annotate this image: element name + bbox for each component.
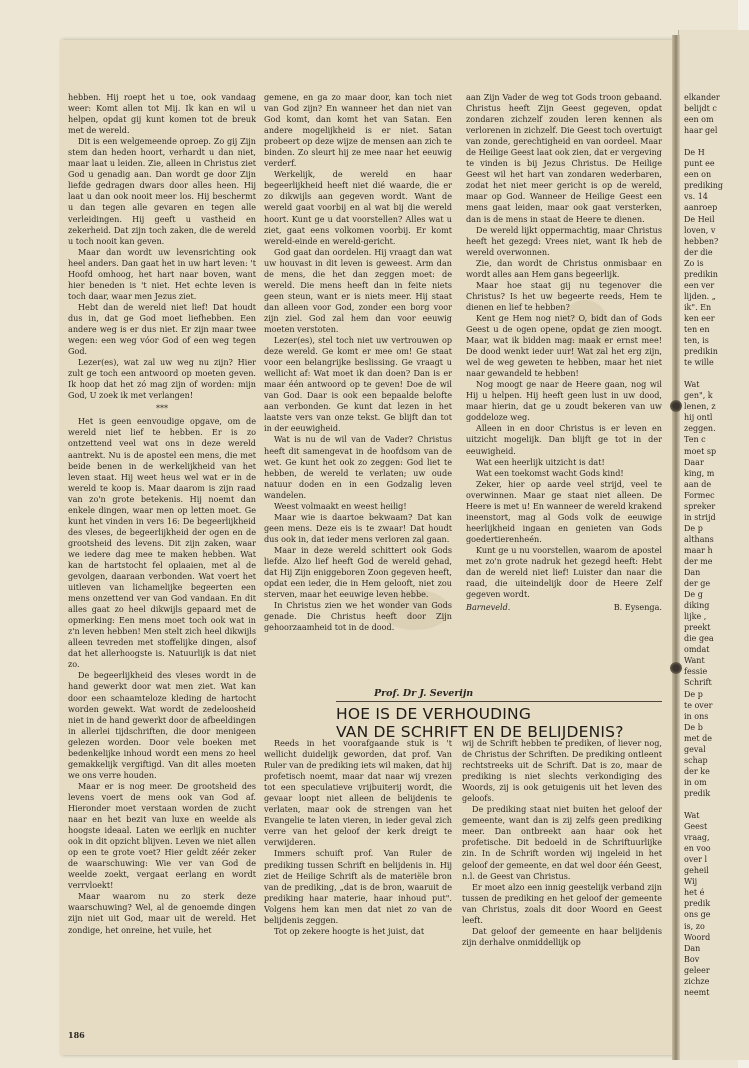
paragraph: Het is geen eenvoudige opgave, om de wereld niet lief te hebben. Er is zo ontzettend veel wat ons in deze wereld aantrekt. Nu is de apostel een mens, die met beide benen in de werkelijkheid van het leven staat. Hij weet heus wel wat er in de wereld te koop is. Maar daarom is zijn raad van zo'n grote betekenis. Hij noemt dan enkele dingen, waar men op letten moet. Ge kunt het vinden in vers 16: De begeerlijkheid des vleses, de begeerlijkheid der ogen en de grootsheid des levens. Dit zijn zaken, waar we iedere dag mee te maken hebben. Wat kan de hartstocht fel oplaaien, met al de gevolgen, daaraan verbonden. Wat voert het uitleven van lichamelijke begeerten een mens onzettend ver van God vandaan. En dit alles gaat zo heel dikwijls gepaard met de opmerking: Een mens moet toch ook wat in z'n leven hebben! Men stelt zich heel dikwijls alleen tevreden met stoffelijke dingen, alsof dat het allerhoogste is. Natuurlijk is dat niet zo.	[68, 416, 256, 670]
next-page-line: De Heil	[684, 214, 715, 224]
next-page-line: aanroep	[684, 203, 718, 213]
next-page-line: ik". En	[684, 302, 712, 312]
next-page-line: punt ee	[684, 159, 715, 169]
paragraph: Lezer(es), stel toch niet uw vertrouwen op deze wereld. Ge komt er mee om! Ge staat voor een belangrijke beslissing. Ge vraagt u wellicht af: Wat moet ik dan doen? Dan is er maar één antwoord op te geven! Doe de wil van God. Daar is ook een bepaalde belofte aan verbonden. Ge kunt dat lezen in het laatste vers van onze tekst. Ge blijft dan tot in der eeuwigheid.	[264, 335, 452, 434]
signature-place: Barneveld.	[466, 602, 511, 613]
paragraph: De begeerlijkheid des vleses wordt in de hand gewerkt door wat men ziet. Wat kan door een schaamteloze kleding de hartocht worden gewekt. Wat wordt de zedeloosheid niet in de hand gewerkt door de afbeeldingen in allerlei tijdschriften, die door menigeen gelezen worden. Door vele boeken met bedenkelijke inhoud wordt een mens zo heel gemakkelijk vergiftigd. Van dit alles moeten we ons verre houden.	[68, 670, 256, 780]
next-page-line: aan de	[684, 479, 712, 489]
paragraph: wij de Schrift hebben te prediken, of liever nog, de Christus der Schriften. De prediking ontleent rechtstreeks uit de Schrift. Dat is zo, maar de prediking is niet slechts verkondiging des Woords, zij is ook getuigenis uit het leven des geloofs.	[462, 738, 662, 804]
next-page-line: fessie	[684, 667, 708, 677]
paragraph: Reeds in het voorafgaande stuk is 't wellicht duidelijk geworden, dat prof. Van Ruler van de prediking iets wil maken, dat hij profetisch noemt, maar dat naar wij vrezen tot een speculatieve vrijbuiterij wordt, die gevaar loopt niet alleen de belijdenis te verlaten, maar ook de strengen van het Evangelie te laten vieren, in ieder geval zich verre van het geloof der kerk dreigt te verwijderen.	[264, 738, 452, 848]
article-title-line-2: VAN DE SCHRIFT EN DE BELIJDENIS?	[336, 723, 624, 741]
next-page-line: prediking	[684, 181, 724, 191]
next-page-line: lijden. „	[684, 291, 716, 301]
next-page-line: een ver	[684, 280, 715, 290]
next-page-line: predik	[684, 788, 711, 798]
paragraph: Maar in deze wereld schittert ook Gods liefde. Alzo lief heeft God de wereld gehad, dat Hij Zijn eniggeboren Zoon gegeven heeft, opdat een ieder, die in Hem gelooft, niet zou sterven, maar het eeuwige leven hebbe.	[264, 544, 452, 600]
next-page-line: in strijd	[684, 512, 716, 522]
next-page-line: Wat	[684, 380, 700, 390]
next-page-line: schap	[684, 755, 708, 765]
next-page-line: in ons	[684, 711, 709, 721]
paragraph: God gaat dan oordelen. Hij vraagt dan wat uw houvast in dit leven is geweest. Arm dan de mens, die het dan zeggen moet: de wereld. Die mens heeft dan in feite niets geen steun, want er is niets meer. Hij staat dan alleen voor God, zonder een borg voor zijn ziel. God zal hem dan voor eeuwig moeten verstoten.	[264, 246, 452, 334]
paragraph: Maar hoe staat gij nu tegenover die Christus? Is het uw begeerte reeds, Hem te dienen en lief te hebben?	[466, 279, 662, 312]
next-page-line	[684, 136, 738, 147]
next-page-line: belijdt c	[684, 104, 717, 114]
next-page-line: en voo	[684, 844, 711, 854]
next-page-line: vs. 14	[684, 192, 708, 202]
next-page-line: der ke	[684, 766, 710, 776]
paragraph: Wat is nu de wil van de Vader? Christus heeft dit samengevat in de hoofdsom van de wet. Ge kunt het ook zo zeggen: God liet te hebben, de wereld te verlaten; uw oude natuur doden en in een Godzalig leven wandelen.	[264, 434, 452, 500]
next-page-line: ken eer	[684, 313, 715, 323]
next-page-line: ten en	[684, 324, 710, 334]
paragraph: Kent ge Hem nog niet? O, bidt dan of Gods Geest u de ogen opene, opdat ge zien moogt. Maar, wat ik bidden mag: maak er ernst mee! De dood wenkt ieder uur! Wat zal het erg zijn, wel de weg geweten te hebben, maar het niet naar gewandeld te hebben!	[466, 312, 662, 379]
next-page-line: is, zo	[684, 921, 705, 931]
next-page-line: Woord	[684, 932, 711, 942]
next-page-line: in om	[684, 777, 707, 787]
next-page-line: een on	[684, 170, 712, 180]
next-page-line: De H	[684, 148, 705, 158]
next-page-line: De p	[684, 689, 703, 699]
paragraph: Zie, dan wordt de Christus onmisbaar en wordt alles aan Hem gans begeerlijk.	[466, 257, 662, 279]
paragraph: Alleen in en door Christus is er leven en uitzicht mogelijk. Dan blijft ge tot in der eeuwigheid.	[466, 423, 662, 456]
next-page-line: Wij	[684, 877, 698, 887]
next-page-column-fragment	[684, 92, 738, 997]
next-page-line: elkander	[684, 93, 720, 102]
paragraph: Tot op zekere hoogte is het juist, dat	[274, 925, 425, 936]
paragraph: Maar waarom nu zo sterk deze waarschuwing? Wel, al de genoemde dingen zijn niet uit God, maar uit de wereld. Het zondige, het onreine, het vuile, het	[68, 891, 256, 935]
paragraph: Wat een heerlijk uitzicht is dat!	[476, 456, 605, 467]
next-page-line: die gea	[684, 634, 714, 644]
page-number: 186	[68, 1030, 85, 1040]
next-page-line: spreker	[684, 501, 716, 511]
next-page-line: predik	[684, 899, 711, 909]
text-column-3	[466, 92, 662, 720]
page-fold	[672, 35, 680, 1060]
next-page-line: Geest	[684, 822, 708, 832]
next-page-line: hij ontl	[684, 413, 713, 423]
next-page-line: geleer	[684, 965, 710, 975]
next-page-line: loven, v	[684, 225, 716, 235]
next-page-line: Schrift	[684, 678, 712, 688]
paragraph: Weest volmaakt en weest heilig!	[274, 500, 407, 511]
next-page-line: Zo is	[684, 258, 704, 268]
paragraph: De prediking staat niet buiten het geloof der gemeente, want dan is zij zelfs geen prediking meer. Dan ontbreekt aan haar ook het profetische. Dit bedoeld in de Schriftuurlijke zin. In de Schrift worden wij ingeleid in het geloof der gemeente, en dat wel door één Geest, n.l. de Geest van Christus.	[462, 804, 662, 881]
next-page-line: te wille	[684, 358, 714, 368]
text-column-2	[264, 92, 452, 658]
next-page-line: een om	[684, 115, 714, 125]
next-page-line: omdat	[684, 645, 710, 655]
next-page-line: der die	[684, 247, 713, 257]
article-title	[336, 705, 666, 741]
next-page-line: te over	[684, 700, 713, 710]
paragraph: Werkelijk, de wereld en haar begeerlijkheid heeft niet dié waarde, die er zo dikwijls aan gegeven wordt. Want de wereld gaat voorbij en al wat bij die wereld hoort. Kunt ge u dat voorstellen? Alles wat u ziet, gaat eens volkomen voorbij. Er komt wereld-einde en wereld-gericht.	[264, 169, 452, 246]
next-page-line: De p	[684, 523, 703, 533]
next-page-line: lijke ,	[684, 612, 707, 622]
text-column-4	[264, 738, 452, 988]
next-page-line: preekt	[684, 623, 711, 633]
next-page-line: Dan	[684, 943, 701, 953]
next-page-line: met de	[684, 733, 712, 743]
paragraph: Maar er is nog meer. De grootsheid des levens voert de mens ook van God af. Hieronder moet verstaan worden de zucht naar en het bezit van luxe en weelde als hoogste ideaal. Laten we eerlijk en nuchter ook in dit opzicht blijven. Leven we niet allen op een te grote voet? Hier geldt zéér zeker de waarschuwing: Wie ver van God de weelde zoekt, vergaat eerlang en wordt verrvloekt!	[68, 780, 256, 891]
next-page-line: Want	[684, 656, 705, 666]
paragraph: Er moet alzo een innig geestelijk verband zijn tussen de prediking en het geloof der gemeente van Christus, zoals dit door Woord en Geest leeft.	[462, 881, 662, 925]
next-page-line: De b	[684, 722, 703, 732]
text-column-5	[462, 738, 662, 988]
next-page-line: geheil	[684, 866, 709, 876]
next-page-line: Dan	[684, 568, 701, 578]
next-page-line	[684, 368, 738, 379]
next-page-line: over l	[684, 855, 707, 865]
paragraph: Kunt ge u nu voorstellen, waarom de apostel met zo'n grote nadruk het gezegd heeft: Hebt dan de wereld niet lief! Luister dan naar die raad, die uiteindelijk door de Heere Zelf gegeven wordt.	[466, 544, 662, 600]
paragraph: Maar wie is daartoe bekwaam? Dat kan geen mens. Deze eis is te zwaar! Dat houdt dus ook in, dat ieder mens verloren zal gaan.	[264, 511, 452, 544]
next-page-line: neemt	[684, 987, 710, 997]
next-page-line: zeggen.	[684, 424, 716, 434]
paragraph: hebben. Hij roept het u toe, ook vandaag weer: Komt allen tot Mij. Ik kan en wil u helpen, opdat gij kunt komen tot de breuk met de wereld.	[68, 92, 256, 136]
title-rule	[336, 701, 662, 702]
paragraph: Nog moogt ge naar de Heere gaan, nog wil Hij u helpen. Hij heeft geen lust in uw dood, maar hierin, dat ge u zoudt bekeren van uw goddeloze weg.	[466, 379, 662, 423]
paragraph: De wereld lijkt oppermachtig, maar Christus heeft het gezegd: Vrees niet, want Ik heb de wereld overwonnen.	[466, 224, 662, 257]
paragraph: Hebt dan de wereld niet lief! Dat houdt dus in, dat ge God moet liefhebben. Een andere weg is er dus niet. Er zijn maar twee wegen: een weg vóor God of een weg tegen God.	[68, 301, 256, 357]
next-page-line: moet sp	[684, 446, 717, 456]
next-page-line: het é	[684, 888, 705, 898]
signature-line	[466, 602, 662, 613]
paragraph: Wat een toekomst wacht Gods kind!	[476, 467, 624, 478]
next-page-line: zichze	[684, 976, 710, 986]
next-page-line: althans	[684, 534, 714, 544]
article-title-line-1: HOE IS DE VERHOUDING	[336, 705, 532, 723]
next-page-line: geval	[684, 744, 706, 754]
paragraph: Maar dan wordt uw levensrichting ook heel anders. Dan gaat het in uw hart leven: 't Hoofd omhoog, het hart naar boven, want hier beneden is 't niet. Het echte leven is toch daar, waar men Jezus ziet.	[68, 246, 256, 301]
paragraph: Lezer(es), wat zal uw weg nu zijn? Hier zult ge toch een antwoord op moeten geven. Ik hoop dat het zó mag zijn of worden: mijn God, U zoek ik met verlangen!	[68, 357, 256, 401]
next-page-line: gen", k	[684, 391, 713, 401]
text-column-1	[68, 92, 256, 974]
next-page-line: der ge	[684, 579, 711, 589]
next-page-line: ons ge	[684, 910, 711, 920]
binding-hole	[670, 662, 682, 674]
next-page-line: De g	[684, 590, 703, 600]
next-page-line: king, m	[684, 468, 715, 478]
next-page-line: lenen, z	[684, 402, 716, 412]
section-separator: ***	[156, 404, 168, 414]
next-page-line: Bov	[684, 954, 700, 964]
article-author: Prof. Dr J. Severijn	[374, 688, 474, 699]
next-page-line: ten, is	[684, 336, 709, 346]
next-page-line: diking	[684, 601, 710, 611]
next-page-line: Wat	[684, 811, 700, 821]
next-page-line	[684, 799, 738, 810]
next-page-line: maar h	[684, 545, 713, 555]
paragraph: Dat geloof der gemeente en haar belijdenis zijn derhalve onmiddellijk op	[462, 925, 662, 947]
binding-hole	[670, 400, 682, 412]
next-page-line: der me	[684, 556, 713, 566]
next-page-line: predikin	[684, 269, 718, 279]
next-page-line: Formec	[684, 490, 715, 500]
paragraph: Zeker, hier op aarde veel strijd, veel te overwinnen. Maar ge staat niet alleen. De Heere is met u! En wanneer de wereld krakend ineenstort, mag al Gods volk de eeuwige heerlijkheid ingaan en genieten van Gods goedertierenheén.	[466, 478, 662, 544]
next-page-line: haar gel	[684, 126, 718, 136]
next-page-line: hebben?	[684, 236, 719, 246]
paragraph: Immers schuift prof. Van Ruler de prediking tussen Schrift en belijdenis in. Hij ziet de Heilige Schrift als de materiële bron van de prediking, „dat is de bron, waaruit de prediking haar materie, haar inhoud put". Volgens hem kan men dat niet zo van de belijdenis zeggen.	[264, 848, 452, 925]
signature-name: B. Eysenga.	[613, 602, 662, 613]
paragraph: In Christus zien we het wonder van Gods genade. Die Christus heeft door Zijn gehoorzaamheid tot in de dood.	[264, 600, 452, 633]
next-page-line: Daar	[684, 457, 704, 467]
paragraph: Dit is een welgemeende oproep. Zo gij Zijn stem dan heden hoort, verhardt u dan niet, maar laat u leiden. Zie, alleen in Christus ziet God u genadig aan. Dan wordt ge door Zijn liefde gedragen dwars door alles heen. Hij laat u dan ook nooit meer los. Hij beschermt u dan tegen alle gevaren en tegen alle verleidingen. Hij geeft u vastheid en zekerheid. Dat zijn toch zaken, die de wereld u toch nooit kan geven.	[68, 136, 256, 246]
next-page-line: predikin	[684, 347, 718, 357]
next-page-line: vraag,	[684, 833, 710, 843]
paragraph: gemene, en ga zo maar door, kan toch niet van God zijn? En wanneer het dan niet van God komt, dan komt het van Satan. Een andere mogelijkheid is er niet. Satan probeert op deze wijze de mensen aan zich te binden. Zo sleurt hij ze mee naar het eeuwig verderf.	[264, 92, 452, 169]
next-page-line: Ten c	[684, 435, 706, 445]
paragraph: aan Zijn Vader de weg tot Gods troon gebaand. Christus heeft Zijn Geest gegeven, opdat zondaren zichzelf zouden leren kennen als verlorenen in zichzelf. Die Geest toch overtuigt van zonde, gerechtigheid en van oordeel. Maar de Heilige Geest laat ook zien, dat er vergeving te vinden is bij Jezus Christus. De Heilige Geest wil het hart van zondaren wederbaren, zodat het niet meer gericht is op de wereld, maar op God. Wanneer de Heilige Geest een mens gaat leiden, maar ook gaat versterken, dan is de mens in staat de Heere te dienen.	[466, 92, 662, 224]
